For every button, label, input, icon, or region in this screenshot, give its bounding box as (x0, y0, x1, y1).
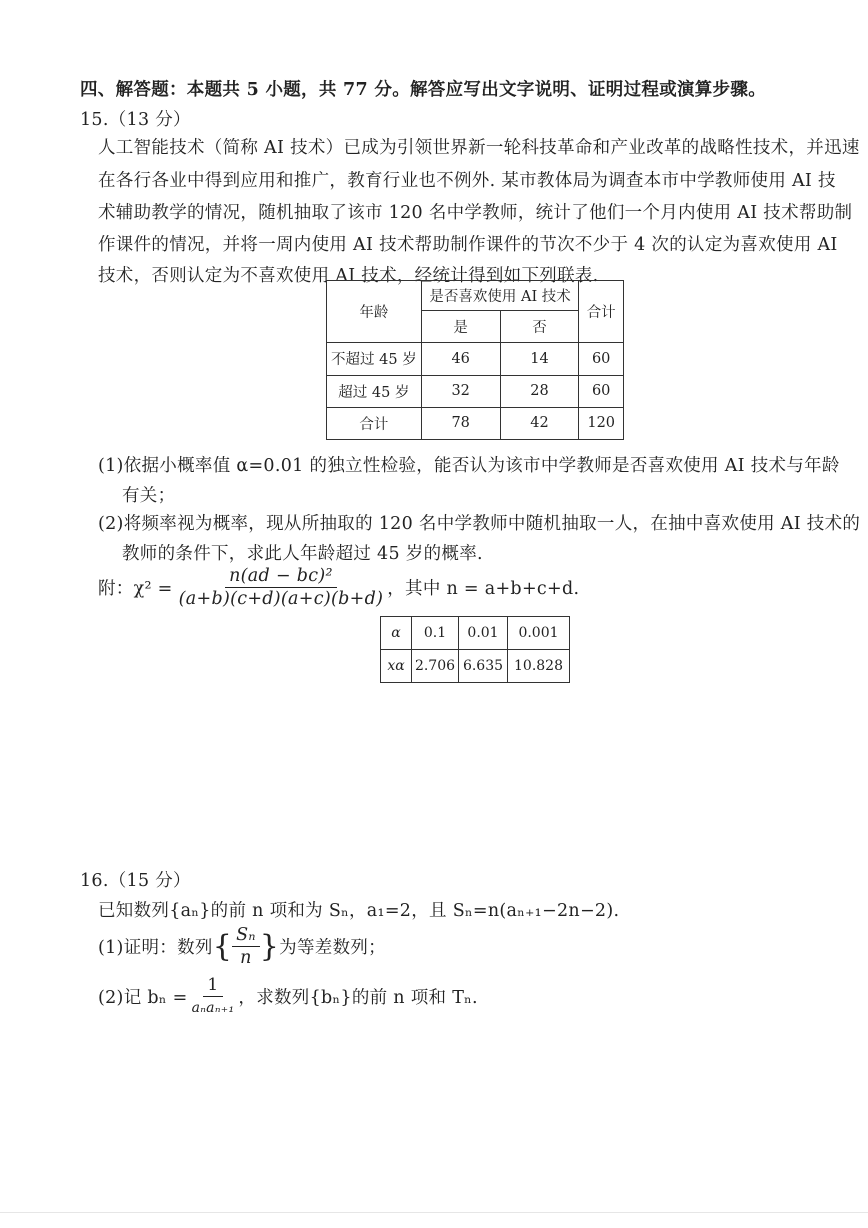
fraction-numerator: 1 (203, 975, 222, 997)
row-label: 合计 (327, 407, 422, 439)
header-age: 年龄 (327, 281, 422, 343)
q15-part2-line-1: (2)将频率视为概率，现从所抽取的 120 名中学教师中随机抽取一人，在抽中喜欢使用 AI 技术的 (98, 514, 861, 534)
table-row (327, 343, 624, 375)
cell-yes: 32 (421, 375, 500, 407)
alpha-value: 0.01 (459, 617, 508, 650)
fraction-denominator: n (240, 948, 252, 968)
formula-suffix: ，其中 n = a+b+c+d. (387, 579, 580, 599)
q15-para-line-3: 术辅助教学的情况，随机抽取了该市 120 名中学教师，统计了他们一个月内使用 AI 技术帮助制 (98, 203, 853, 223)
page-bottom-divider (0, 1212, 868, 1213)
cell-no: 42 (500, 407, 579, 439)
formula-numerator: n(ad − bc)² (225, 566, 337, 588)
q16-part2-suffix: ，求数列{bₙ}的前 n 项和 Tₙ. (238, 988, 478, 1008)
q16-stem: 已知数列{aₙ}的前 n 项和为 Sₙ，a₁=2，且 Sₙ=n(aₙ₊₁−2n−2). (98, 901, 620, 921)
chi-square-formula (98, 566, 579, 609)
formula-fraction (175, 566, 388, 609)
header-yes: 是 (421, 311, 500, 343)
formula-denominator: (a+b)(c+d)(a+c)(b+d) (178, 589, 384, 609)
cell-yes: 46 (421, 343, 500, 375)
fraction-denominator: aₙaₙ₊₁ (191, 1000, 235, 1016)
cell-yes: 78 (421, 407, 500, 439)
alpha-value: 0.001 (508, 617, 570, 650)
q15-para-line-4: 作课件的情况，并将一周内使用 AI 技术帮助制作课件的节次不少于 4 次的认定为喜欢使用 AI (98, 235, 838, 255)
header-total: 合计 (579, 281, 624, 343)
sn-over-n-fraction (232, 925, 260, 968)
q16-part1-suffix: 为等差数列； (279, 938, 386, 958)
row-label: 超过 45 岁 (327, 375, 422, 407)
x-alpha-value: 6.635 (459, 650, 508, 683)
left-brace-icon: { (212, 929, 233, 964)
q15-part1-line-2: 有关； (122, 486, 176, 506)
bn-fraction (188, 975, 239, 1018)
section-heading: 四、解答题：本题共 5 小题，共 77 分。解答应写出文字说明、证明过程或演算步骤。 (80, 80, 766, 100)
header-preference: 是否喜欢使用 AI 技术 (421, 281, 579, 311)
q16-part2-prefix: (2)记 bₙ = (98, 988, 188, 1008)
cell-total: 60 (579, 375, 624, 407)
table-row (327, 375, 624, 407)
x-alpha-value: 10.828 (508, 650, 570, 683)
cell-no: 28 (500, 375, 579, 407)
critical-value-table (380, 616, 570, 683)
row-label: 不超过 45 岁 (327, 343, 422, 375)
alpha-value: 0.1 (412, 617, 459, 650)
q15-para-line-2: 在各行各业中得到应用和推广，教育行业也不例外. 某市教体局为调查本市中学教师使用 AI 技 (98, 171, 836, 191)
contingency-table (326, 280, 624, 440)
cell-no: 14 (500, 343, 579, 375)
table-row (381, 617, 570, 650)
q16-part2 (98, 975, 478, 1018)
cell-total: 120 (579, 407, 624, 439)
x-alpha-value: 2.706 (412, 650, 459, 683)
header-no: 否 (500, 311, 579, 343)
right-brace-icon: } (259, 929, 280, 964)
q16-part1 (98, 925, 386, 968)
q15-part2-line-2: 教师的条件下，求此人年龄超过 45 岁的概率. (122, 544, 483, 564)
alpha-label: α (381, 617, 412, 650)
q15-para-line-1: 人工智能技术（简称 AI 技术）已成为引领世界新一轮科技革命和产业改革的战略性技术，并迅速 (98, 138, 860, 158)
fraction-numerator: Sₙ (232, 925, 260, 947)
cell-total: 60 (579, 343, 624, 375)
table-row (381, 650, 570, 683)
q16-part1-prefix: (1)证明：数列 (98, 938, 213, 958)
q15-number: 15.（13 分） (80, 110, 191, 130)
table-row (327, 407, 624, 439)
q15-part1-line-1: (1)依据小概率值 α=0.01 的独立性检验，能否认为该市中学教师是否喜欢使用 AI 技术与年龄 (98, 456, 840, 476)
x-alpha-label: xα (381, 650, 412, 683)
q15-para-line-5: 技术，否则认定为不喜欢使用 AI 技术，经统计得到如下列联表. (98, 266, 599, 286)
formula-prefix: 附：χ² = (98, 579, 173, 599)
q16-number: 16.（15 分） (80, 871, 191, 891)
